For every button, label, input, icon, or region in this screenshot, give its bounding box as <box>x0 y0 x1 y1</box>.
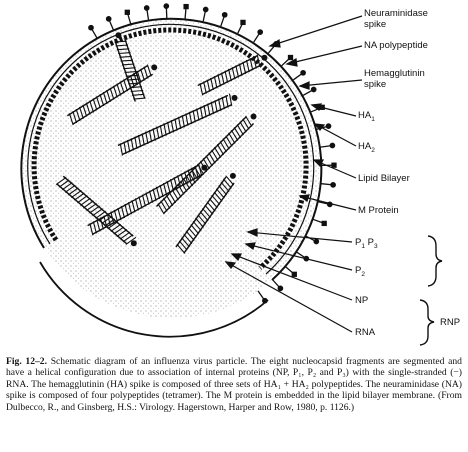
hemagglutinin-spike-head <box>107 17 111 21</box>
label-lipid-bilayer: Lipid Bilayer <box>358 173 410 184</box>
label-p3-text: P <box>364 237 374 248</box>
hemagglutinin-spike-head <box>145 6 149 10</box>
label-p2 <box>355 265 365 280</box>
label-neuraminidase-line1: Neuraminidase spike <box>364 8 428 30</box>
polymerase-complex <box>251 113 257 119</box>
label-ha1-sub: 1 <box>371 115 375 123</box>
label-hemagglutinin-spike: Hemagglutinin spike <box>364 68 425 90</box>
label-np: NP <box>355 295 369 306</box>
hemagglutinin-spike-head <box>326 124 330 128</box>
label-rnp: RNP <box>440 317 461 328</box>
figure-caption <box>6 356 462 413</box>
hemagglutinin-spike-head <box>312 87 316 91</box>
hemagglutinin-spike-head <box>223 13 227 17</box>
neuraminidase-spike-head <box>292 272 296 276</box>
neuraminidase-spike-head <box>241 20 245 24</box>
label-m-protein: M Protein <box>358 205 399 216</box>
label-ha2 <box>358 141 375 156</box>
polymerase-complex <box>230 173 236 179</box>
hemagglutinin-spike-head <box>330 143 334 147</box>
label-ha2-text: HA <box>358 141 372 152</box>
hemagglutinin-spike-head <box>164 4 168 8</box>
hemagglutinin-spike-head <box>258 30 262 34</box>
label-p1-sub: 1 <box>361 242 365 250</box>
caption-figure-label: Fig. 12–2. <box>6 356 47 367</box>
label-p2-text: P <box>355 265 362 276</box>
polymerase-complex <box>131 240 137 246</box>
label-ha1-text: HA <box>358 110 372 121</box>
polymerase-complex <box>232 95 238 101</box>
label-neuraminidase-spike <box>364 8 428 30</box>
neuraminidase-spike-head <box>125 10 129 14</box>
label-p2-sub: 2 <box>361 270 365 278</box>
label-rna: RNA <box>355 327 376 338</box>
hemagglutinin-spike-head <box>204 7 208 11</box>
polymerase-complex <box>151 64 157 70</box>
polymerase-complex <box>115 32 121 38</box>
label-p3-sub: 3 <box>373 242 378 250</box>
hemagglutinin-spike-head <box>278 286 282 290</box>
pointer-neuraminidase <box>270 16 362 46</box>
brace-p-proteins <box>428 236 442 286</box>
neuraminidase-spike-head <box>184 5 188 9</box>
hemagglutinin-spike-head <box>301 71 305 75</box>
label-p1p3 <box>355 237 378 252</box>
brace-rnp <box>420 300 434 345</box>
hemagglutinin-spike-head <box>314 239 318 243</box>
neuraminidase-spike-head <box>322 221 326 225</box>
hemagglutinin-spike-head <box>89 26 93 30</box>
polymerase-complex <box>261 55 267 61</box>
label-ha1 <box>358 110 375 125</box>
label-p1-text: P <box>355 237 362 248</box>
neuraminidase-spike-head <box>332 163 336 167</box>
label-na-polypeptide: NA polypeptide <box>364 40 428 51</box>
hemagglutinin-spike-head <box>263 299 267 303</box>
caption-text: Schematic diagram of an influenza virus particle. The eight nucleocapsid fragments are segmented and have a helical configuration due to association of internal proteins (NP, P₁, P₂ and P₃) with the single-stranded (−) RNA. The hemagglutinin (HA) spike is composed of three sets of HA₁ + HA₂ polypeptides. The neuraminidase (NA) spike is composed of four polypeptides (tetramer). The M protein is embedded in the lipid bilayer membrane. (From Dulbecco, R., and Ginsberg, H.S.: Virology. Hagerstown, Harper and Row, 1980, p. 1126.) <box>6 356 462 413</box>
pointer-na-polypeptide <box>287 46 362 64</box>
neuraminidase-spike-head <box>289 56 293 60</box>
label-ha2-sub: 2 <box>371 146 375 154</box>
hemagglutinin-spike-head <box>331 183 335 187</box>
